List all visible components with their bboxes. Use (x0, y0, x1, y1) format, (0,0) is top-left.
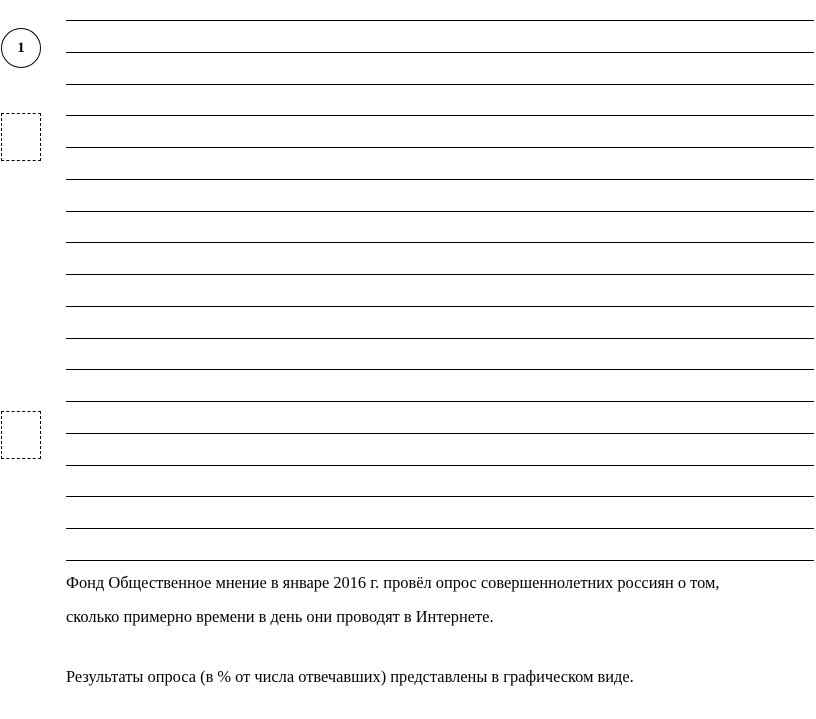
intro-paragraph (66, 566, 816, 634)
task-number: 1 (17, 39, 25, 56)
intro-line-1: Фонд Общественное мнение в январе 2016 г. провёл опрос совершеннолетних россиян о том, (66, 573, 720, 592)
answer-box-1[interactable] (1, 113, 41, 161)
answer-lines-svg (66, 0, 814, 570)
results-paragraph (66, 660, 816, 694)
results-line: Результаты опроса (в % от числа отвечавших) представлены в графическом виде. (66, 667, 634, 686)
answer-lines[interactable] (66, 0, 814, 570)
answer-box-2[interactable] (1, 411, 41, 459)
intro-line-2: сколько примерно времени в день они проводят в Интернете. (66, 607, 494, 626)
task-number-circle (1, 28, 41, 68)
